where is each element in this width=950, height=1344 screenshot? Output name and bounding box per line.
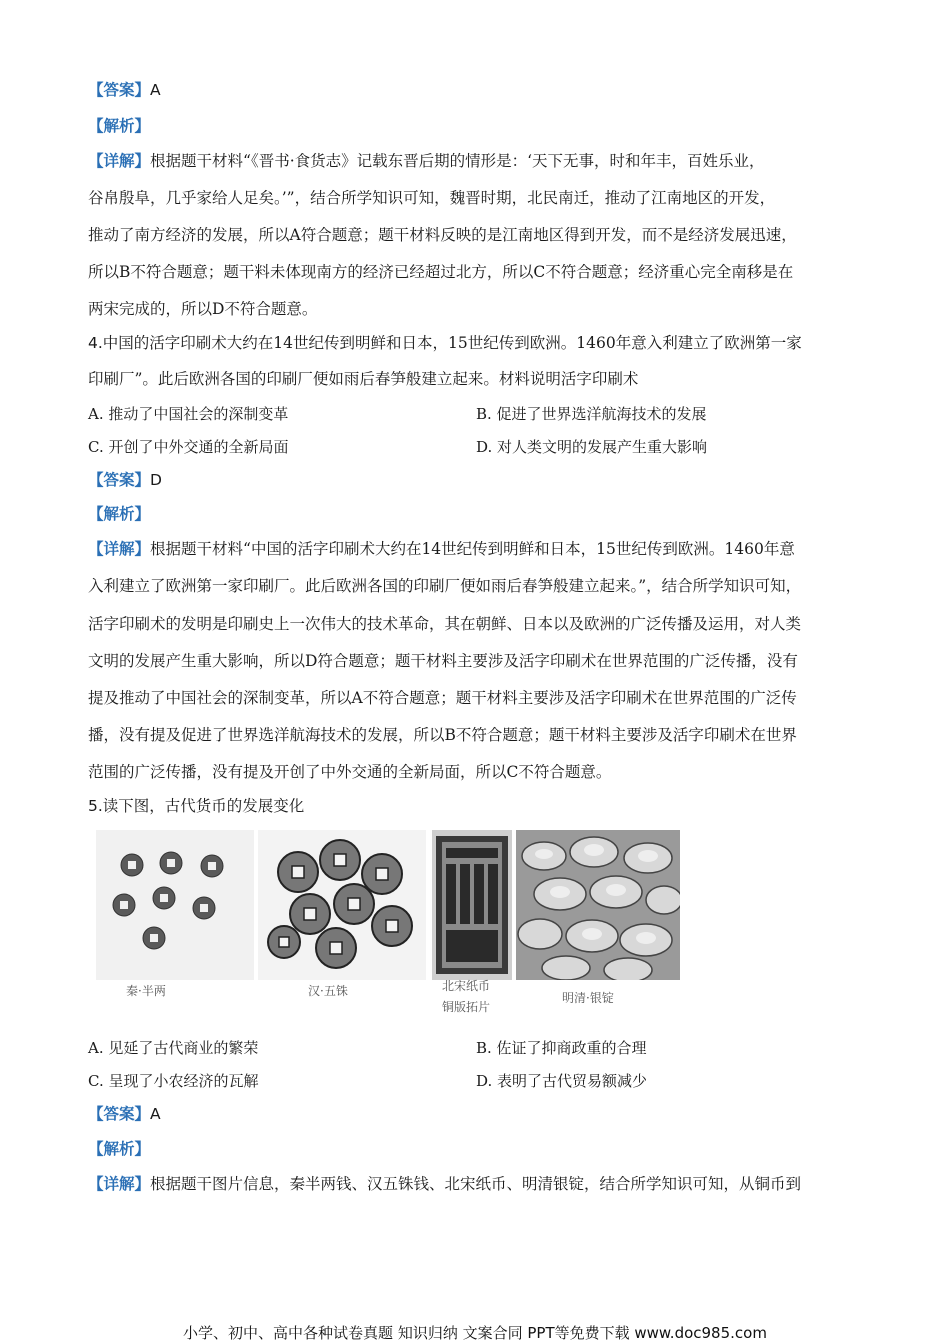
caption-han: 汉·五铢	[308, 984, 348, 998]
ming-silver-image	[516, 830, 680, 980]
q5-option-b[interactable]: B. 佐证了抑商政重的合理	[476, 1039, 647, 1057]
banknote-icon	[432, 830, 512, 980]
question-number: 4.	[88, 334, 103, 352]
detail-text: 根据题干材料“《晋书·食货志》记载东晋后期的情形是：‘天下无事，时和年丰，百姓乐业，	[150, 152, 765, 170]
q3-analysis-line	[88, 115, 150, 137]
q5-answer-line	[88, 1103, 161, 1125]
footer-banner[interactable]: 小学、初中、高中各种试卷真题 知识归纳 文案合同 PPT等免费下载 www.doc985.com	[183, 1324, 767, 1342]
analysis-tag: 【解析】	[88, 505, 151, 523]
answer-tag: 【答案】	[88, 471, 151, 489]
q4-analysis-line	[88, 503, 150, 525]
q3-detail-line-2: 谷帛殷阜，几乎家给人足矣。’”，结合所学知识可知，魏晋时期，北民南迁，推动了江南地区的开发，	[88, 189, 776, 207]
answer-tag: 【答案】	[88, 1105, 151, 1123]
question-stem: 中国的活字印刷术大约在14世纪传到明鲜和日本，15世纪传到欧洲。1460年意入利建立了欧洲第一家	[102, 334, 802, 352]
question-number: 5.	[88, 797, 103, 815]
q4-option-b[interactable]: B. 促进了世界选洋航海技术的发展	[476, 405, 707, 423]
q5-option-c[interactable]: C. 呈现了小农经济的瓦解	[88, 1072, 259, 1090]
answer-value: D	[150, 471, 162, 489]
caption-qin: 秦·半两	[126, 984, 166, 998]
q4-detail-line-4: 文明的发展产生重大影响，所以D符合题意；题干材料主要涉及活字印刷术在世界范围的广泛传播，没有	[88, 652, 798, 670]
silver-ingot-icon	[516, 830, 680, 980]
q4-detail-line-3: 活字印刷术的发明是印刷史上一次伟大的技术革命，其在朝鲜、日本以及欧洲的广泛传播及运用，对人类	[88, 615, 802, 633]
detail-tag: 【详解】	[88, 540, 151, 558]
detail-tag: 【详解】	[88, 1175, 151, 1193]
q4-option-a[interactable]: A. 推动了中国社会的深制变革	[88, 405, 289, 423]
q4-option-d[interactable]: D. 对人类文明的发展产生重大影响	[476, 438, 708, 456]
answer-tag: 【答案】	[88, 81, 151, 99]
q5-analysis-line	[88, 1138, 150, 1160]
q4-detail-line-6: 播，没有提及促进了世界选洋航海技术的发展，所以B不符合题意；题干材料主要涉及活字印刷术在世界	[88, 726, 797, 744]
detail-text: 根据题干材料“中国的活字印刷术大约在14世纪传到明鲜和日本，15世纪传到欧洲。1460年意	[150, 540, 795, 558]
coin-icon	[96, 830, 254, 980]
han-coins-image	[258, 830, 426, 980]
caption-ming: 明清·银锭	[562, 991, 614, 1005]
q4-detail-line-7: 范围的广泛传播，没有提及开创了中外交通的全新局面，所以C不符合题意。	[88, 763, 612, 781]
detail-tag: 【详解】	[88, 152, 151, 170]
q4-detail-line-1	[88, 538, 795, 560]
q3-detail-line-3: 推动了南方经济的发展，所以A符合题意；题干材料反映的是江南地区得到开发，而不是经济发展迅速，	[88, 226, 797, 244]
q4-answer-line	[88, 469, 162, 491]
q5-detail-line-1	[88, 1173, 801, 1195]
q5-stem-line	[88, 795, 304, 817]
q4-stem-line-1	[88, 332, 802, 354]
analysis-tag: 【解析】	[88, 1140, 151, 1158]
coin-icon	[258, 830, 426, 980]
answer-value: A	[150, 81, 161, 99]
q4-stem-line-2: 印刷厂”。此后欧洲各国的印刷厂便如雨后春笋般建立起来。材料说明活字印刷术	[88, 370, 639, 388]
q4-option-c[interactable]: C. 开创了中外交通的全新局面	[88, 438, 289, 456]
detail-text: 根据题干图片信息，秦半两钱、汉五铢钱、北宋纸币、明清银锭，结合所学知识可知，从铜币到	[150, 1175, 802, 1193]
answer-value: A	[150, 1105, 161, 1123]
q4-detail-line-5: 提及推动了中国社会的深制变革，所以A不符合题意；题干材料主要涉及活字印刷术在世界范围的广泛传	[88, 689, 797, 707]
q3-detail-line-1	[88, 150, 765, 172]
q3-detail-line-4: 所以B不符合题意；题干料未体现南方的经济已经超过北方，所以C不符合题意；经济重心完全南移是在	[88, 263, 794, 281]
caption-song-2: 铜版拓片	[442, 1000, 491, 1014]
question-stem: 读下图，古代货币的发展变化	[102, 797, 305, 815]
q5-option-a[interactable]: A. 见延了古代商业的繁荣	[88, 1039, 259, 1057]
q4-detail-line-2: 入利建立了欧洲第一家印刷厂。此后欧洲各国的印刷厂便如雨后春笋般建立起来。”，结合所学知识可知，	[88, 577, 802, 595]
analysis-tag: 【解析】	[88, 117, 151, 135]
q3-detail-line-5: 两宋完成的，所以D不符合题意。	[88, 300, 318, 318]
song-paper-money-image	[432, 830, 512, 980]
caption-song-1: 北宋纸币	[442, 979, 491, 993]
qin-coins-image	[96, 830, 254, 980]
q5-option-d[interactable]: D. 表明了古代贸易额减少	[476, 1072, 648, 1090]
currency-figure	[96, 830, 680, 1030]
q3-answer-line	[88, 79, 161, 101]
